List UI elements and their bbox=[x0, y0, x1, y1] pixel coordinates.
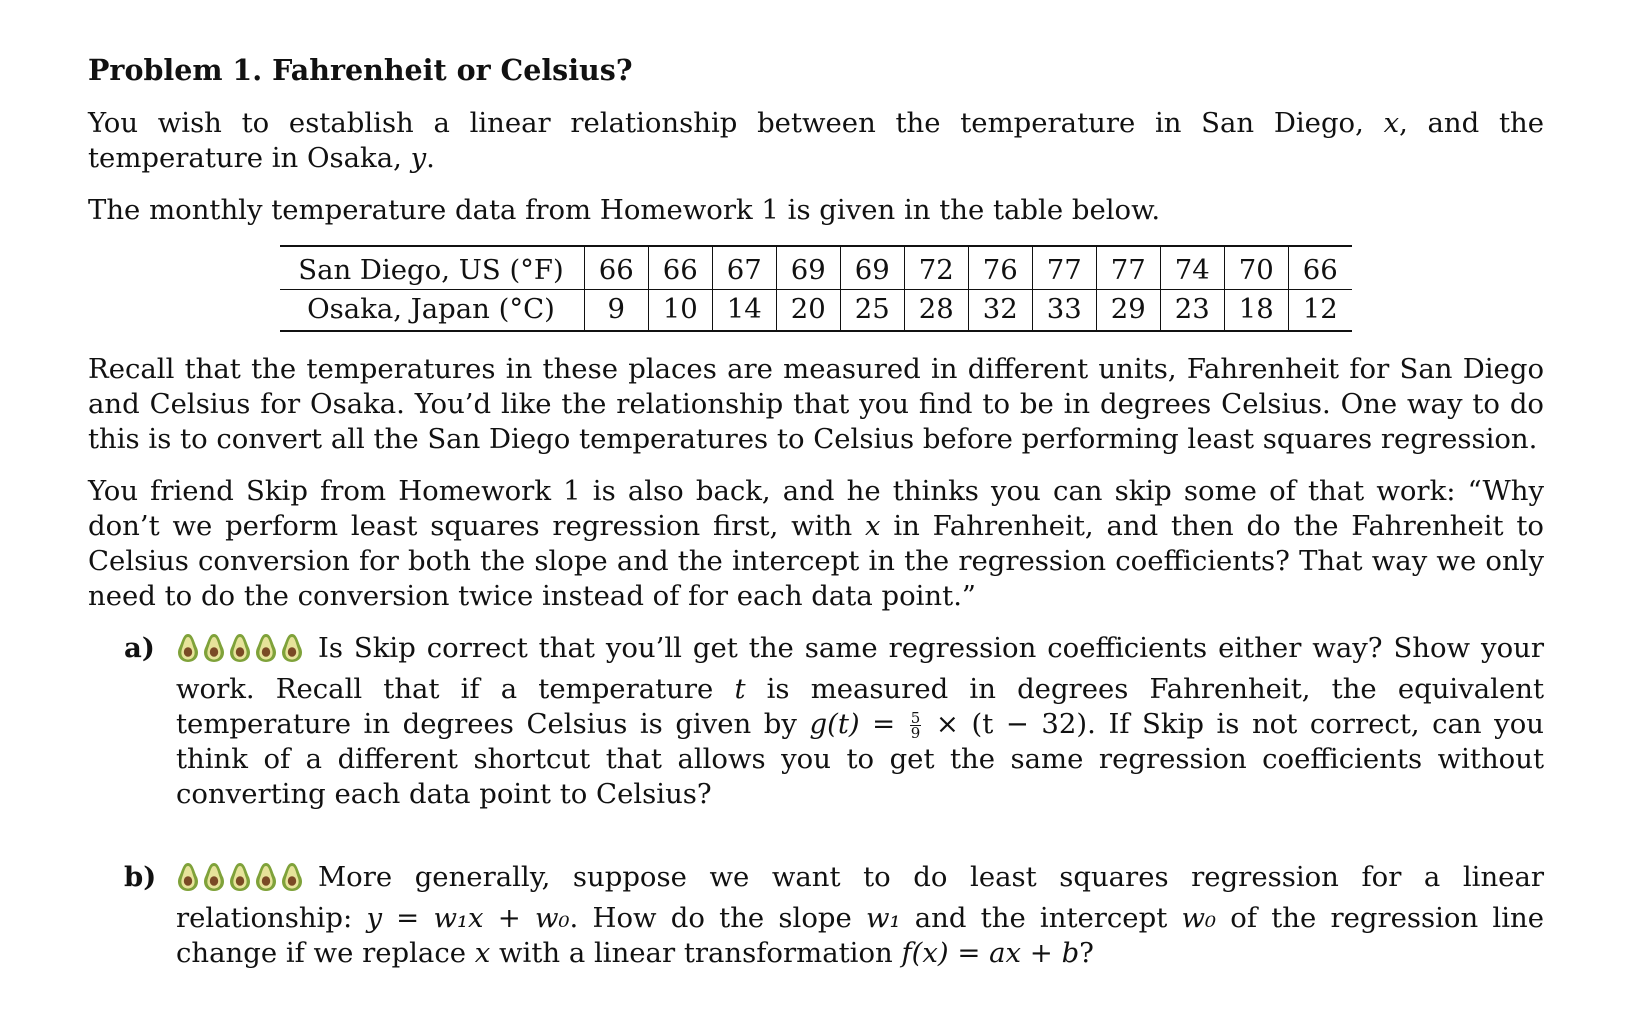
san-diego-cell: 66 bbox=[1288, 246, 1352, 290]
san-diego-cell: 74 bbox=[1160, 246, 1224, 290]
formula-g-rhs: × (t − 32) bbox=[935, 708, 1088, 740]
san-diego-row bbox=[280, 246, 1352, 290]
part-b-label: b) bbox=[124, 861, 157, 893]
osaka-label: Osaka, Japan (°C) bbox=[307, 293, 555, 325]
avocado-icon bbox=[228, 633, 252, 663]
san-diego-cell: 66 bbox=[648, 246, 712, 290]
osaka-cell: 12 bbox=[1288, 290, 1352, 332]
problem-title: Problem 1. Fahrenheit or Celsius? bbox=[88, 53, 633, 87]
fraction-5-9: $\frac{5}{9}$ bbox=[910, 709, 921, 742]
san-diego-cell: 72 bbox=[904, 246, 968, 290]
osaka-cell: 14 bbox=[712, 290, 776, 332]
skip-paragraph: You friend Skip from Homework 1 is also back, and he thinks you can skip some of that work: “Why don’t we perform least squares regression first, with x in Fahrenheit, and then do the Fahrenheit to Celsius conversion for both the slope and the intercept in the regression coefficients? That way we only need to do the conversion twice instead of for each data point.” bbox=[88, 475, 1544, 612]
formula-linear: y = w₁x + w₀ bbox=[366, 902, 570, 934]
osaka-cell: 25 bbox=[840, 290, 904, 332]
osaka-cell: 33 bbox=[1032, 290, 1096, 332]
san-diego-cell: 69 bbox=[840, 246, 904, 290]
avocado-icon bbox=[280, 633, 304, 663]
san-diego-cell: 66 bbox=[584, 246, 648, 290]
avocado-icon bbox=[254, 633, 278, 663]
osaka-cell: 28 bbox=[904, 290, 968, 332]
formula-transform: f(x) = ax + b bbox=[901, 937, 1080, 969]
osaka-cell: 20 bbox=[776, 290, 840, 332]
avocado-icon bbox=[202, 862, 226, 892]
part-b: b) More generally, suppose we want to do least squares regression for a linear relationship: y = w₁x + w₀. How do the slope w₁ and the intercept w₀ of the regression line change if we replace x with a linear transformation f(x) = ax + b? bbox=[124, 861, 1544, 969]
avocado-icon bbox=[176, 862, 200, 892]
san-diego-cell: 76 bbox=[968, 246, 1032, 290]
recall-paragraph: Recall that the temperatures in these places are measured in different units, Fahrenheit for San Diego and Celsius for Osaka. You’d like the relationship that you find to be in degrees Celsius. One way to do this is to convert all the San Diego temperatures to Celsius before performing least squares regression. bbox=[88, 353, 1544, 455]
osaka-cell: 23 bbox=[1160, 290, 1224, 332]
san-diego-cell: 70 bbox=[1224, 246, 1288, 290]
osaka-cell: 9 bbox=[584, 290, 648, 332]
san-diego-cell: 67 bbox=[712, 246, 776, 290]
osaka-cell: 10 bbox=[648, 290, 712, 332]
table-intro: The monthly temperature data from Homework 1 is given in the table below. bbox=[88, 194, 1161, 226]
avocado-icon bbox=[176, 633, 200, 663]
temperature-table bbox=[280, 245, 1352, 332]
avocado-icon bbox=[202, 633, 226, 663]
formula-g-lhs: g(t) = bbox=[809, 708, 896, 740]
avocado-icon bbox=[228, 862, 252, 892]
san-diego-label: San Diego, US (°F) bbox=[280, 246, 584, 290]
san-diego-cell: 69 bbox=[776, 246, 840, 290]
part-a: a) Is Skip correct that you’ll get the same regression coefficients either way? Show your work. Recall that if a temperature t is measured in degrees Fahrenheit, the equivalent temperature in degrees Celsius is given by g(t) = $\frac{5}{9}$ × (t − 32). If Skip is not correct, can you think of a different shortcut that allows you to get the same regression coefficients without converting each data point to Celsius? bbox=[124, 632, 1544, 810]
problem-page bbox=[88, 52, 1544, 988]
osaka-row bbox=[280, 290, 1352, 332]
avocado-icon bbox=[280, 862, 304, 892]
osaka-cell: 29 bbox=[1096, 290, 1160, 332]
san-diego-cell: 77 bbox=[1096, 246, 1160, 290]
osaka-cell: 18 bbox=[1224, 290, 1288, 332]
difficulty-rating-a bbox=[176, 633, 306, 672]
san-diego-cell: 77 bbox=[1032, 246, 1096, 290]
difficulty-rating-b bbox=[176, 862, 306, 901]
intro-paragraph: You wish to establish a linear relationship between the temperature in San Diego, x, and the temperature in Osaka, y. bbox=[88, 107, 1544, 174]
osaka-cell: 32 bbox=[968, 290, 1032, 332]
part-a-label: a) bbox=[124, 632, 155, 664]
avocado-icon bbox=[254, 862, 278, 892]
